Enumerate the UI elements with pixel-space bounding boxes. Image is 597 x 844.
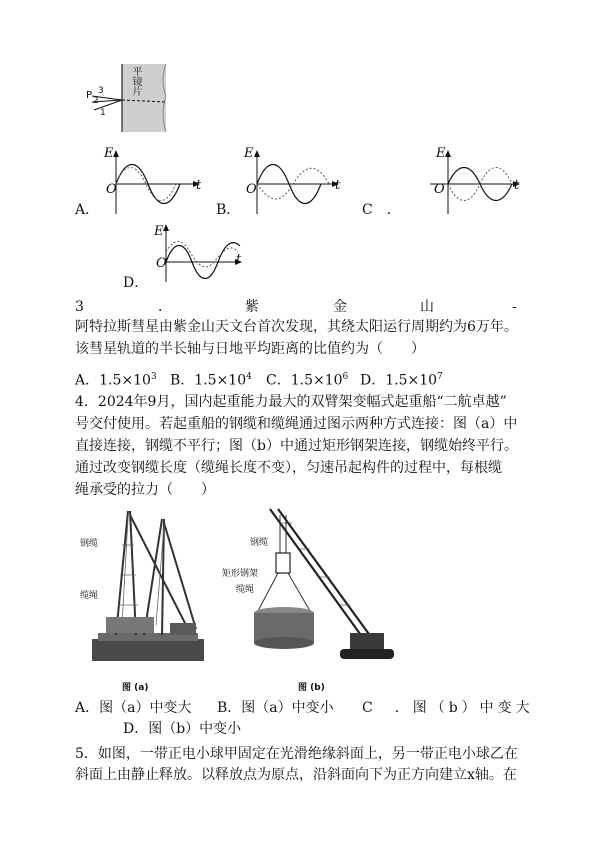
graph-c-t: t [514,178,520,193]
fig-b-cable-label: 钢缆 [250,538,269,548]
q3-opt-a-value: 1.5×10 [99,372,151,389]
q4-line5: 绳承受的拉力（ ） [75,482,215,498]
option-d-label: D． [123,275,149,291]
option-c-label: C ． [362,202,401,218]
option-a-label: A． [75,202,100,218]
graph-d [150,222,246,286]
label-p: P [86,90,93,101]
q4-option-b: B．图（a）中变小 [217,700,334,716]
crane-figure-b [240,505,400,673]
graph-d-o: O [156,256,167,271]
graph-a-e: E [104,146,114,161]
q3-opt-d-exp: 7 [437,372,443,382]
q3-opt-b-label: B． [170,372,195,389]
q3-option-d [360,368,443,390]
fig-b-frame-label: 矩形钢架 [222,569,259,579]
graph-b-t: t [335,178,341,193]
graph-b-o: O [246,182,257,197]
q3-dash: - [512,299,517,315]
q5-line2: 斜面上由静止释放。以释放点为原点，沿斜面向下为正方向建立x轴。在 [75,767,517,783]
fig-a-cable-label: 钢缆 [80,539,99,549]
q3-c3: 山 [420,299,434,315]
option-b-label: B． [216,202,241,218]
fig-a-rope-label: 缆绳 [80,591,99,601]
graph-a-t: t [196,178,202,193]
q4-option-d: D．图（b）中变小 [123,721,242,737]
q3-line2: 阿特拉斯彗星由紫金山天文台首次发现，其绕太阳运行周期约为6万年。 [75,319,518,335]
q4-line1: 4．2024年9月，国内起重能力最大的双臂架变幅式起重船“二航卓越” [75,394,507,410]
q3-opt-d-label: D． [360,372,386,389]
q3-option-b [170,368,252,390]
ray-label-3: 3 [98,86,104,96]
q3-opt-c-value: 1.5×10 [290,372,343,389]
q3-c2: 金 [333,299,347,315]
q3-c1: 紫 [245,299,259,315]
graph-d-t: t [236,252,242,267]
graph-a-o: O [106,182,117,197]
solid-wave [166,243,240,279]
fig-a-caption: 图 (a) [122,683,149,693]
graph-c-e: E [436,146,446,161]
mirror-label: 平镜片 [130,66,141,96]
q3-option-a [75,368,157,390]
q4-line2: 号交付使用。若起重船的钢缆和缆绳通过图示两种方式连接：图（a）中 [75,416,518,432]
q3-opt-b-value: 1.5×10 [194,372,247,389]
q5-line1: 5．如图，一带正电小球甲固定在光滑绝缘斜面上，另一带正电小球乙在 [75,746,518,762]
q3-opt-a-label: A． [75,372,100,389]
graph-c-o: O [434,182,445,197]
q3-opt-a-exp: 3 [150,372,157,382]
q4-option-a: A．图（a）中变大 [75,700,192,716]
q3-opt-c-label: C． [266,372,291,389]
graph-b-e: E [244,146,254,161]
graph-d-e: E [154,224,164,239]
q4-option-c: C ．图（b）中变大 [362,700,534,716]
q3-opt-d-value: 1.5×10 [385,372,438,389]
q3-opt-c-exp: 6 [342,372,349,382]
q3-line3: 该彗星轨道的半长轴与日地平均距离的比值约为（ ） [75,341,425,357]
q3-dot: ． [158,299,172,315]
q3-num: 3 [75,299,84,315]
ray-label-2: 2 [93,96,99,106]
fig-b-caption: 图 (b) [298,683,325,693]
q4-line4: 通过改变钢缆长度（缆绳长度不变），匀速吊起构件的过程中，每根缆 [75,460,502,476]
fig-b-rope-label: 缆绳 [236,585,255,595]
q4-line3: 直接连接，钢缆不平行；图（b）中通过矩形钢架连接，钢缆始终平行。 [75,438,518,454]
graph-a [102,148,202,220]
q3-option-c [266,368,348,390]
ray-label-1: 1 [100,108,106,118]
q3-opt-b-exp: 4 [246,372,252,382]
